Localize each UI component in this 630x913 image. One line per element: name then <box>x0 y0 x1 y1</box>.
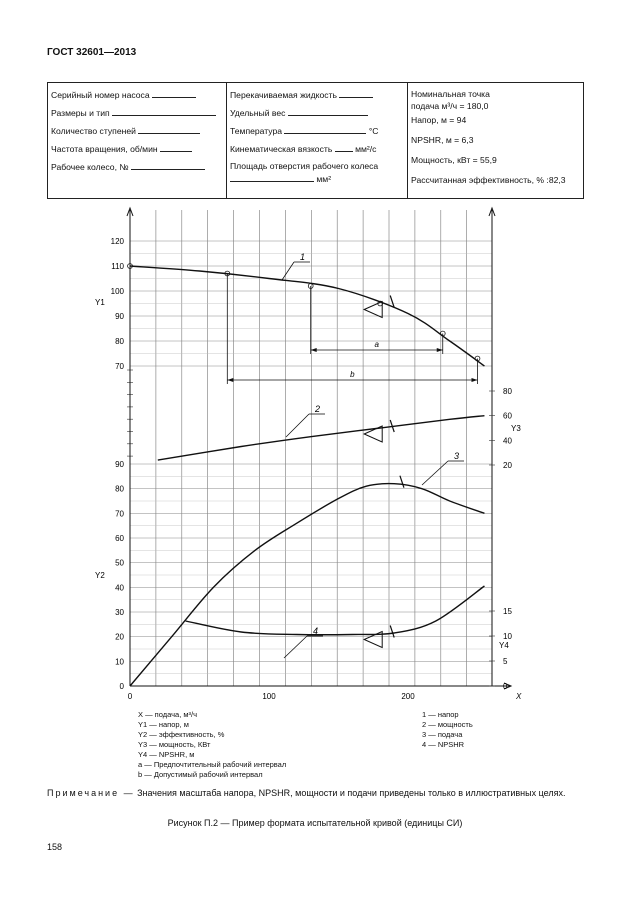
legend-item: Y4 — NPSHR, м <box>138 750 195 759</box>
arrowhead <box>472 378 478 382</box>
legend-item: 1 — напор <box>422 710 459 719</box>
field-value: Мощность, кВт = 55,9 <box>411 155 497 165</box>
series-label: 3 <box>454 451 460 461</box>
y4-axis-label: Y4 <box>499 641 509 650</box>
note-text: Значения масштаба напора, NPSHR, мощности и подачи приведены только в иллюстративных целях. <box>134 788 566 798</box>
table-row <box>230 160 404 186</box>
series-line <box>186 586 485 635</box>
unit-label: мм²/с <box>355 144 377 154</box>
series-leader <box>282 262 294 280</box>
series-label: 1 <box>300 252 306 262</box>
y-tick-label: 90 <box>115 460 124 469</box>
table-row <box>411 154 580 174</box>
table-row <box>51 106 223 124</box>
legend-item: 2 — мощность <box>422 720 473 729</box>
series-leader <box>422 461 448 485</box>
field-value: подача м³/ч = 180,0 <box>411 101 489 111</box>
table-row <box>51 160 223 178</box>
series-leader <box>284 636 307 658</box>
legend-curves <box>422 710 473 750</box>
legend-item: X — подача, м³/ч <box>138 710 198 719</box>
y-tick-label: 80 <box>503 387 512 396</box>
legend-item: Y2 — эффективность, % <box>138 730 225 739</box>
x-tick-label: 200 <box>401 692 415 701</box>
interval-b-label: b <box>350 370 355 379</box>
unit-label: °C <box>368 126 379 136</box>
table-row <box>51 88 223 106</box>
table-row <box>230 88 404 106</box>
field-label: Кинематическая вязкость <box>230 144 333 154</box>
nominal-point-triangle <box>364 302 382 318</box>
legend-item: 4 — NPSHR <box>422 740 465 749</box>
legend-item: Y1 — напор, м <box>138 720 189 729</box>
y-tick-label: 20 <box>503 461 512 470</box>
x-axis-label: X <box>516 692 522 701</box>
arrowhead <box>311 348 317 352</box>
y-tick-label: 70 <box>115 362 124 371</box>
nominal-point-tick <box>400 476 404 488</box>
y-tick-label: 40 <box>503 436 512 446</box>
y1-axis-label: Y1 <box>95 298 105 307</box>
y-tick-label: 110 <box>111 262 124 271</box>
table-row <box>51 142 223 160</box>
legend-item: b — Допустимый рабочий интервал <box>138 770 263 779</box>
legend-axes <box>138 710 286 780</box>
arrowhead <box>437 348 443 352</box>
figure-caption: Рисунок П.2 — Пример формата испытательной кривой (единицы СИ) <box>167 818 463 828</box>
nominal-point-column <box>408 83 584 199</box>
legend-item: a — Предпочтительный рабочий интервал <box>138 760 287 769</box>
table-row <box>411 88 580 114</box>
series-line <box>158 416 485 460</box>
y-tick-label: 80 <box>115 484 124 494</box>
legend-item: Y3 — мощность, КВт <box>138 740 211 749</box>
y-tick-label: 40 <box>115 583 124 593</box>
y-tick-label: 60 <box>115 534 124 543</box>
series-line <box>130 484 484 686</box>
y-tick-label: 15 <box>503 607 512 616</box>
field-value: Рассчитанная эффективность, % :82,3 <box>411 175 566 185</box>
y-tick-label: 60 <box>503 411 512 421</box>
y-tick-label: 50 <box>115 558 124 568</box>
y-tick-label: 0 <box>119 682 124 691</box>
y-tick-label: 80 <box>115 337 124 346</box>
table-row <box>230 124 404 142</box>
document-header: ГОСТ 32601—2013 <box>47 47 137 58</box>
field-label: Частота вращения, об/мин <box>51 144 158 154</box>
note-lead: Примечание — <box>47 788 135 798</box>
note-paragraph <box>47 787 584 800</box>
test-curve-chart <box>0 200 630 710</box>
y-tick-label: 120 <box>110 237 124 246</box>
table-row <box>411 134 580 154</box>
legend-item: 3 — подача <box>422 730 463 739</box>
series-label: 4 <box>313 626 319 636</box>
y-tick-label: 100 <box>110 287 124 296</box>
table-row <box>411 114 580 134</box>
page-number: 158 <box>47 842 63 852</box>
y-tick-label: 90 <box>115 312 124 321</box>
unit-label: мм² <box>316 174 332 184</box>
arrowhead <box>227 378 233 382</box>
field-label: Серийный номер насоса <box>51 90 150 100</box>
nominal-point-tick <box>390 626 394 638</box>
pump-spec-table <box>47 82 584 199</box>
y-tick-label: 10 <box>115 657 124 667</box>
field-label: Температура <box>230 126 283 136</box>
table-row <box>230 106 404 124</box>
y-tick-label: 20 <box>115 632 124 642</box>
table-row <box>230 142 404 160</box>
y3-axis-label: Y3 <box>511 424 521 433</box>
field-label: Количество ступеней <box>51 126 136 136</box>
table-row <box>51 124 223 142</box>
field-value: NPSHR, м = 6,3 <box>411 135 474 145</box>
fluid-info-column <box>227 83 408 199</box>
pump-info-column <box>48 83 227 199</box>
series-leader <box>286 414 309 437</box>
x-tick-label: 0 <box>127 692 133 701</box>
field-value: Напор, м = 94 <box>411 115 467 125</box>
table-row <box>411 174 580 194</box>
y2-axis-label: Y2 <box>95 571 105 580</box>
y-tick-label: 30 <box>115 608 124 617</box>
field-label: Рабочее колесо, № <box>51 162 129 172</box>
y-tick-label: 0 <box>503 682 508 691</box>
y-tick-label: 10 <box>503 632 512 641</box>
series-label: 2 <box>315 404 321 414</box>
field-label: Площадь отверстия рабочего колеса <box>230 161 379 171</box>
x-tick-label: 100 <box>262 692 276 701</box>
field-label: Номинальная точка <box>411 89 490 99</box>
y-tick-label: 70 <box>115 509 124 519</box>
field-label: Перекачиваемая жидкость <box>230 90 337 100</box>
interval-a-label: a <box>374 340 379 349</box>
y-tick-label: 5 <box>503 657 508 666</box>
field-label: Размеры и тип <box>51 108 110 118</box>
field-label: Удельный вес <box>230 108 286 118</box>
